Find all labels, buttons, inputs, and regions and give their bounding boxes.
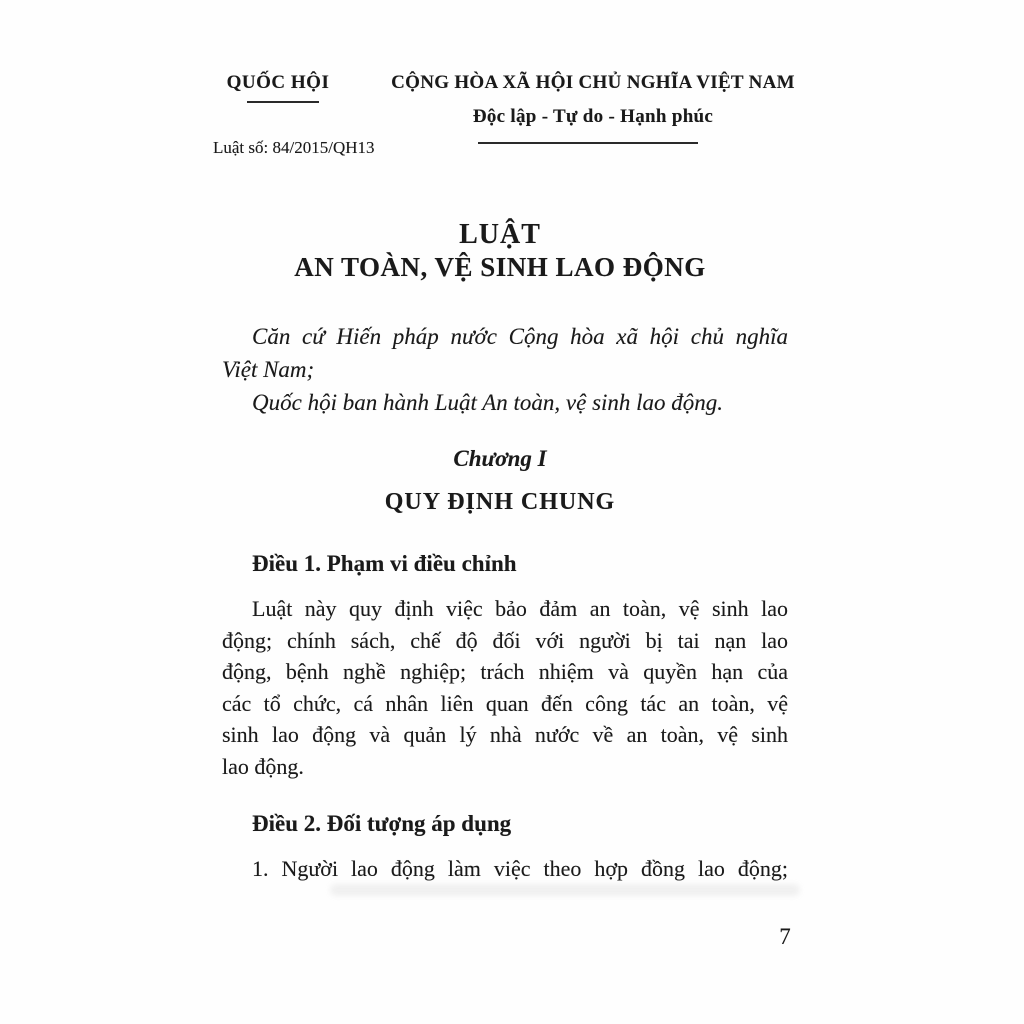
article-2-heading: Điều 2. Đối tượng áp dụng — [252, 811, 512, 836]
motto-underline — [478, 142, 698, 144]
law-number: Luật số: 84/2015/QH13 — [213, 138, 375, 157]
national-header — [388, 72, 798, 128]
preamble-line: Căn cứ Hiến pháp nước Cộng hòa xã hội chủ nghĩa — [252, 324, 788, 349]
paragraph-line: sinh lao động và quản lý nhà nước về an toàn, vệ sinh — [222, 722, 788, 747]
clause-line: 1. Người lao động làm việc theo hợp đồng lao động; — [252, 856, 788, 881]
article-1-paragraph — [222, 593, 788, 782]
paragraph-line: động, bệnh nghề nghiệp; trách nhiệm và quyền hạn của — [222, 659, 788, 684]
law-title-subject: AN TOÀN, VỆ SINH LAO ĐỘNG — [294, 252, 706, 282]
chapter-title: QUY ĐỊNH CHUNG — [384, 489, 616, 515]
issuer-underline — [247, 101, 319, 103]
preamble-line: Việt Nam; — [222, 357, 315, 382]
paragraph-line: động; chính sách, chế độ đối với người bị tai nạn lao — [222, 627, 788, 653]
country-name: CỘNG HÒA XÃ HỘI CHỦ NGHĨA VIỆT NAM — [391, 72, 795, 93]
national-motto: Độc lập - Tự do - Hạnh phúc — [472, 106, 714, 127]
issuer-name: QUỐC HỘI — [226, 72, 330, 93]
preamble — [222, 320, 788, 419]
paragraph-line: lao động. — [222, 753, 304, 779]
chapter-label: Chương I — [453, 446, 547, 471]
article-1-heading: Điều 1. Phạm vi điều chỉnh — [252, 551, 517, 576]
page-number: 7 — [779, 924, 791, 949]
law-title — [190, 219, 810, 283]
paragraph-line: các tổ chức, cá nhân liên quan đến công tác an toàn, vệ — [222, 690, 788, 716]
bleedthrough-smudge — [330, 884, 800, 896]
preamble-line: Quốc hội ban hành Luật An toàn, vệ sinh lao động. — [252, 390, 724, 415]
law-title-word: LUẬT — [459, 219, 541, 250]
paragraph-line: Luật này quy định việc bảo đảm an toàn, vệ sinh lao — [252, 596, 788, 621]
